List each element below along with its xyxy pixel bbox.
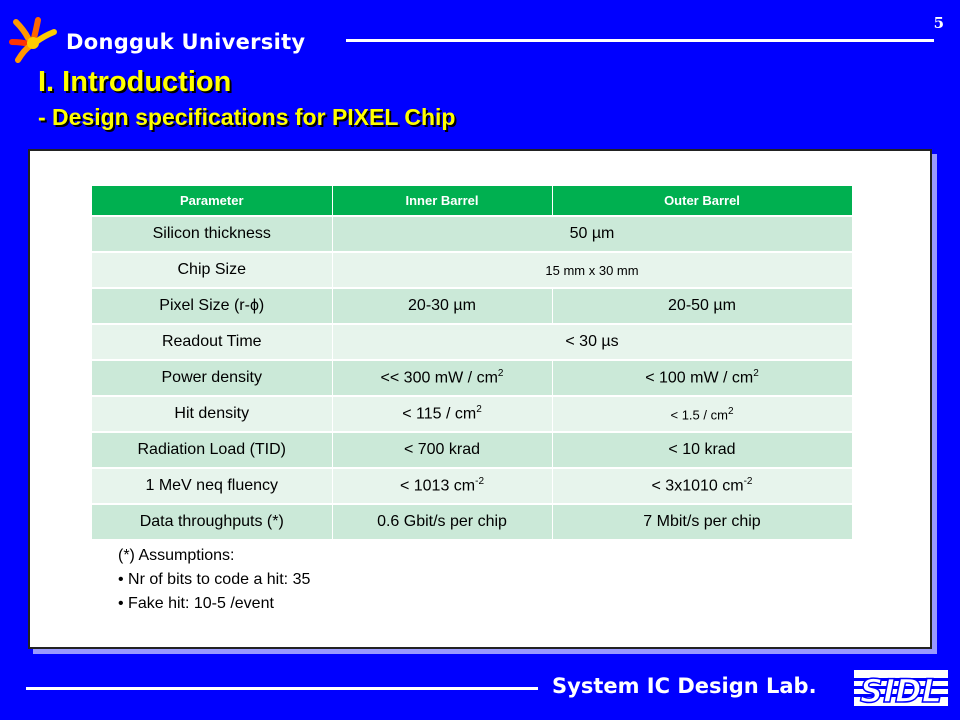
table-row	[92, 288, 852, 324]
outer-value-cell	[552, 396, 852, 432]
assumptions-notes	[118, 544, 310, 616]
outer-value-text: < 100 mW / cm	[645, 369, 754, 387]
column-header-parameter: Parameter	[92, 186, 332, 216]
bullet-icon: •	[118, 595, 129, 612]
parameter-cell: Readout Time	[92, 324, 332, 360]
slide-title: I. Introduction	[38, 66, 232, 98]
parameter-cell: Power density	[92, 360, 332, 396]
inner-value-exponent: 2	[497, 368, 504, 380]
sidl-logo-icon	[852, 664, 950, 712]
notes-item-text: Fake hit: 10-5 /event	[128, 595, 274, 612]
inner-value-text: < 115 / cm	[402, 405, 477, 423]
notes-item-text: Nr of bits to code a hit: 35	[128, 571, 311, 588]
table-row	[92, 216, 852, 252]
table-row	[92, 324, 852, 360]
parameter-cell: Silicon thickness	[92, 216, 332, 252]
outer-value-text: < 1.5 / cm	[670, 407, 728, 423]
table-row	[92, 504, 852, 539]
inner-value-cell	[332, 468, 552, 504]
inner-value-cell	[332, 396, 552, 432]
parameter-cell: Chip Size	[92, 252, 332, 288]
table-row	[92, 360, 852, 396]
parameter-cell: 1 MeV neq fluency	[92, 468, 332, 504]
spec-table	[92, 186, 853, 539]
university-logo-icon	[8, 16, 58, 64]
inner-value-cell: 0.6 Gbit/s per chip	[332, 504, 552, 539]
parameter-cell: Radiation Load (TID)	[92, 432, 332, 468]
parameter-cell: Pixel Size (r-ϕ)	[92, 288, 332, 324]
outer-value-exponent: -2	[743, 476, 753, 488]
inner-value-exponent: 2	[476, 404, 482, 416]
outer-value-text: < 3x1010 cm	[651, 477, 744, 495]
column-header-outer-barrel: Outer Barrel	[552, 186, 852, 216]
outer-value-exponent: 2	[753, 368, 759, 380]
merged-value-cell: 15 mm x 30 mm	[332, 252, 852, 288]
outer-value-cell	[552, 468, 852, 504]
notes-item	[118, 592, 310, 616]
column-header-inner-barrel: Inner Barrel	[332, 186, 552, 216]
table-row	[92, 432, 852, 468]
parameter-cell: Data throughputs (*)	[92, 504, 332, 539]
lab-name: System IC Design Lab.	[552, 674, 817, 698]
inner-value-exponent: -2	[475, 476, 485, 488]
table-row	[92, 396, 852, 432]
outer-value-exponent: 2	[727, 405, 734, 417]
university-name: Dongguk University	[66, 30, 306, 54]
notes-item	[118, 568, 310, 592]
outer-value-cell: 7 Mbit/s per chip	[552, 504, 852, 539]
sidl-logo-text: SIDL	[860, 672, 942, 710]
outer-value-cell: 20-50 µm	[552, 288, 852, 324]
header-divider	[346, 39, 934, 42]
page-number: 5	[933, 14, 944, 32]
inner-value-text: << 300 mW / cm	[380, 369, 498, 387]
merged-value-cell: 50 µm	[332, 216, 852, 252]
footer-divider	[26, 687, 538, 690]
bullet-icon: •	[118, 571, 129, 588]
inner-value-cell	[332, 360, 552, 396]
table-row	[92, 252, 852, 288]
table-row	[92, 468, 852, 504]
inner-value-cell: 20-30 µm	[332, 288, 552, 324]
slide-subtitle: - Design specifications for PIXEL Chip	[38, 104, 456, 130]
outer-value-cell: < 10 krad	[552, 432, 852, 468]
inner-value-text: < 1013 cm	[399, 477, 476, 495]
table-header-row	[92, 186, 852, 216]
inner-value-cell: < 700 krad	[332, 432, 552, 468]
merged-value-cell: < 30 µs	[332, 324, 852, 360]
parameter-cell: Hit density	[92, 396, 332, 432]
outer-value-cell	[552, 360, 852, 396]
notes-heading: (*) Assumptions:	[118, 547, 235, 564]
